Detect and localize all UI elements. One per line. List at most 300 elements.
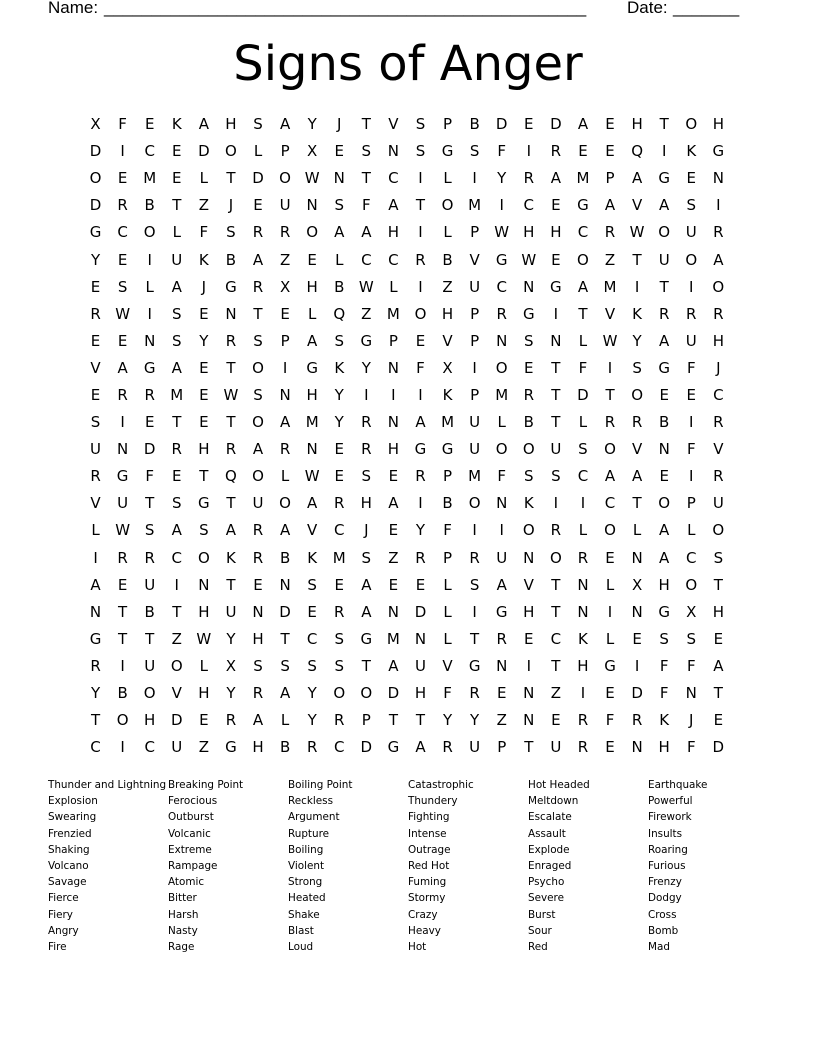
grid-letter: L	[578, 413, 588, 432]
grid-letter: E	[686, 385, 696, 404]
word-item: Harsh	[168, 908, 199, 921]
grid-row	[82, 138, 732, 165]
grid-letter: O	[495, 440, 508, 459]
grid-letter: A	[90, 575, 101, 594]
word-item: Rupture	[288, 827, 330, 840]
date-label: Date:	[627, 0, 668, 17]
grid-letter: C	[577, 223, 589, 242]
grid-letter: N	[306, 440, 318, 459]
grid-letter: R	[225, 711, 237, 730]
grid-letter: O	[306, 223, 319, 242]
grid-letter: A	[279, 413, 291, 432]
grid-letter: F	[686, 738, 696, 757]
grid-letter: A	[171, 277, 182, 296]
grid-letter: O	[143, 223, 156, 242]
grid-letter: A	[604, 196, 616, 215]
grid-letter: X	[686, 602, 697, 621]
grid-letter: R	[334, 494, 345, 513]
grid-letter: C	[361, 250, 372, 269]
grid-letter: U	[171, 738, 183, 757]
word-item: Outburst	[168, 811, 214, 824]
grid-letter: I	[147, 250, 152, 269]
word-item: Hot Headed	[528, 779, 590, 791]
grid-letter: F	[578, 358, 588, 377]
grid-letter: W	[304, 169, 320, 188]
grid-letter: I	[499, 521, 504, 540]
word-column	[48, 777, 168, 955]
word-item: Intense	[408, 827, 447, 840]
word-item: Boiling	[288, 843, 324, 856]
grid-letter: H	[658, 575, 670, 594]
grid-letter: B	[117, 684, 128, 703]
grid-letter: R	[550, 521, 562, 540]
grid-letter: S	[686, 629, 697, 648]
grid-letter: G	[306, 358, 318, 377]
grid-letter: S	[524, 331, 534, 350]
word-item: Powerful	[648, 795, 693, 808]
grid-letter: A	[252, 440, 264, 459]
grid-letter: O	[143, 684, 156, 703]
grid-letter: A	[388, 656, 399, 675]
grid-letter: Y	[199, 331, 209, 350]
grid-letter: T	[632, 250, 642, 269]
grid-letter: U	[469, 413, 481, 432]
word-item: Volcano	[48, 860, 89, 873]
grid-letter: N	[523, 711, 535, 730]
grid-letter: G	[360, 629, 373, 648]
grid-letter: T	[551, 602, 561, 621]
grid-letter: O	[604, 521, 616, 540]
word-column	[168, 777, 288, 955]
grid-letter: I	[120, 738, 125, 757]
grid-letter: R	[496, 629, 507, 648]
grid-row	[82, 572, 732, 599]
grid-letter: F	[145, 467, 155, 486]
grid-letter: R	[279, 440, 291, 459]
grid-letter: Q	[631, 142, 643, 161]
grid-letter: G	[577, 196, 589, 215]
word-item: Rampage	[168, 860, 218, 873]
grid-letter: S	[226, 223, 236, 242]
grid-letter: K	[523, 494, 534, 513]
grid-letter: X	[307, 142, 318, 161]
grid-letter: O	[252, 413, 264, 432]
grid-letter: C	[334, 521, 345, 540]
grid-letter: I	[634, 656, 640, 675]
grid-letter: O	[333, 684, 346, 703]
word-item: Heated	[288, 892, 326, 905]
grid-letter: T	[226, 413, 236, 432]
grid-letter: S	[307, 656, 317, 675]
grid-letter: N	[117, 440, 129, 459]
grid-letter: A	[631, 169, 643, 188]
grid-letter: V	[442, 331, 453, 350]
grid-letter: F	[497, 467, 507, 486]
grid-letter: I	[689, 277, 694, 296]
grid-letter: E	[199, 304, 209, 323]
grid-letter: A	[171, 358, 182, 377]
grid-letter: E	[334, 467, 344, 486]
grid-letter: Y	[470, 711, 480, 730]
grid-letter: B	[144, 602, 155, 621]
grid-letter: N	[631, 738, 643, 757]
grid-letter: H	[631, 115, 643, 134]
grid-letter: E	[605, 738, 615, 757]
grid-letter: I	[689, 413, 694, 432]
grid-letter: T	[551, 358, 561, 377]
grid-row	[82, 328, 732, 355]
word-column	[288, 777, 408, 955]
grid-letter: L	[497, 413, 506, 432]
grid-row	[82, 463, 732, 490]
grid-letter: A	[307, 331, 318, 350]
grid-letter: C	[306, 629, 318, 648]
grid-letter: G	[89, 629, 102, 648]
word-item: Frenzy	[648, 876, 682, 889]
grid-letter: V	[442, 656, 453, 675]
grid-letter: L	[172, 223, 181, 242]
word-item: Severe	[528, 892, 564, 905]
grid-letter: E	[172, 169, 182, 188]
grid-letter: Y	[442, 711, 453, 730]
grid-letter: V	[90, 358, 101, 377]
grid-letter: E	[117, 331, 128, 350]
grid-letter: N	[387, 358, 400, 377]
grid-row	[82, 246, 732, 273]
grid-letter: R	[90, 467, 101, 486]
word-item: Bomb	[648, 924, 679, 937]
grid-letter: B	[469, 115, 480, 134]
letter-grid	[82, 111, 732, 761]
grid-letter: G	[441, 440, 454, 459]
word-item: Loud	[288, 941, 314, 954]
grid-letter: O	[468, 494, 481, 513]
grid-letter: N	[577, 602, 589, 621]
grid-letter: L	[443, 602, 452, 621]
grid-letter: D	[143, 440, 156, 459]
word-item: Savage	[48, 876, 87, 889]
grid-letter: E	[199, 711, 209, 730]
grid-letter: W	[304, 467, 320, 486]
grid-letter: W	[223, 385, 239, 404]
grid-letter: I	[472, 169, 477, 188]
word-item: Red	[528, 941, 548, 954]
word-item: Roaring	[648, 843, 688, 856]
grid-letter: I	[499, 196, 504, 215]
word-item: Extreme	[168, 843, 212, 856]
word-bank	[48, 777, 788, 955]
grid-letter: G	[658, 358, 670, 377]
grid-letter: Z	[604, 250, 616, 269]
grid-letter: F	[199, 223, 209, 242]
grid-letter: F	[686, 656, 696, 675]
grid-letter: E	[551, 196, 561, 215]
grid-letter: I	[472, 602, 477, 621]
word-item: Strong	[288, 876, 323, 889]
grid-letter: H	[225, 115, 237, 134]
grid-letter: G	[225, 277, 237, 296]
grid-letter: I	[716, 196, 721, 215]
grid-letter: O	[279, 494, 291, 513]
grid-letter: F	[605, 711, 615, 730]
grid-letter: H	[306, 277, 318, 296]
word-item: Assault	[528, 827, 566, 840]
word-column	[528, 777, 648, 955]
grid-letter: F	[362, 196, 371, 215]
grid-letter: R	[686, 304, 697, 323]
grid-letter: E	[551, 250, 561, 269]
grid-letter: R	[252, 521, 264, 540]
grid-row	[82, 490, 732, 517]
grid-letter: D	[252, 169, 264, 188]
grid-letter: A	[279, 115, 291, 134]
word-item: Escalate	[528, 811, 572, 824]
grid-row	[82, 192, 732, 219]
grid-letter: B	[279, 738, 291, 757]
word-item: Fire	[48, 941, 67, 954]
grid-letter: C	[144, 738, 155, 757]
grid-letter: R	[415, 467, 426, 486]
grid-letter: H	[252, 629, 264, 648]
word-item: Boiling Point	[288, 779, 353, 791]
grid-letter: K	[307, 548, 318, 567]
grid-letter: I	[120, 413, 125, 432]
grid-letter: D	[712, 738, 725, 757]
grid-letter: A	[334, 223, 345, 242]
grid-letter: N	[279, 575, 291, 594]
grid-letter: C	[496, 277, 507, 296]
grid-letter: G	[550, 277, 562, 296]
grid-letter: I	[418, 223, 423, 242]
grid-letter: L	[443, 629, 452, 648]
grid-letter: A	[307, 494, 318, 513]
grid-letter: T	[172, 196, 182, 215]
word-column	[648, 777, 768, 955]
grid-letter: M	[603, 277, 617, 296]
grid-row	[82, 653, 732, 680]
grid-row	[82, 626, 732, 653]
grid-letter: A	[659, 331, 670, 350]
grid-letter: T	[361, 115, 371, 134]
grid-letter: S	[280, 656, 290, 675]
grid-letter: G	[468, 656, 481, 675]
grid-letter: B	[442, 250, 453, 269]
grid-letter: O	[522, 521, 535, 540]
grid-letter: E	[280, 304, 290, 323]
grid-letter: E	[144, 413, 155, 432]
grid-letter: L	[443, 223, 452, 242]
grid-letter: T	[605, 385, 615, 404]
grid-letter: L	[605, 575, 615, 594]
grid-letter: S	[659, 629, 669, 648]
grid-letter: G	[225, 738, 237, 757]
grid-row	[82, 436, 732, 463]
grid-letter: R	[604, 413, 616, 432]
grid-letter: S	[144, 521, 155, 540]
grid-letter: U	[550, 738, 562, 757]
grid-letter: I	[174, 575, 179, 594]
grid-letter: S	[415, 115, 426, 134]
grid-letter: Y	[307, 684, 317, 703]
grid-letter: G	[441, 142, 454, 161]
grid-letter: R	[469, 684, 480, 703]
grid-letter: C	[171, 548, 183, 567]
grid-letter: R	[496, 304, 507, 323]
grid-letter: H	[441, 304, 454, 323]
grid-letter: Y	[497, 169, 507, 188]
grid-letter: Y	[334, 413, 344, 432]
grid-letter: T	[524, 738, 534, 757]
grid-letter: L	[335, 250, 344, 269]
grid-letter: Y	[226, 684, 236, 703]
grid-letter: R	[144, 385, 155, 404]
grid-letter: O	[116, 711, 129, 730]
grid-letter: F	[659, 656, 669, 675]
grid-letter: G	[712, 142, 725, 161]
grid-letter: T	[551, 385, 561, 404]
grid-letter: K	[226, 548, 236, 567]
grid-letter: V	[307, 521, 318, 540]
grid-letter: E	[713, 629, 724, 648]
grid-letter: T	[226, 169, 236, 188]
grid-letter: E	[388, 575, 399, 594]
word-item: Shaking	[48, 843, 90, 856]
grid-letter: K	[632, 304, 643, 323]
grid-letter: L	[253, 142, 263, 161]
grid-letter: P	[280, 142, 290, 161]
grid-letter: C	[523, 196, 535, 215]
grid-row	[82, 382, 732, 409]
grid-letter: P	[470, 223, 480, 242]
grid-letter: R	[334, 711, 345, 730]
grid-letter: U	[469, 277, 481, 296]
grid-letter: E	[90, 331, 101, 350]
word-item: Cross	[648, 908, 677, 921]
grid-letter: I	[607, 602, 613, 621]
grid-letter: D	[170, 711, 183, 730]
grid-letter: E	[117, 250, 128, 269]
grid-letter: E	[605, 684, 615, 703]
grid-letter: N	[225, 304, 237, 323]
grid-letter: P	[470, 331, 480, 350]
grid-letter: F	[443, 521, 452, 540]
grid-letter: E	[686, 169, 696, 188]
grid-letter: E	[605, 548, 615, 567]
grid-letter: U	[414, 656, 426, 675]
grid-letter: E	[659, 385, 669, 404]
grid-letter: H	[523, 602, 535, 621]
grid-letter: R	[713, 413, 724, 432]
grid-letter: V	[469, 250, 480, 269]
grid-letter: O	[712, 277, 725, 296]
grid-letter: A	[198, 115, 209, 134]
grid-letter: S	[334, 629, 344, 648]
grid-letter: M	[170, 385, 184, 404]
grid-letter: Z	[550, 684, 561, 703]
grid-letter: S	[253, 385, 263, 404]
grid-letter: S	[253, 115, 263, 134]
grid-letter: E	[415, 575, 426, 594]
grid-letter: H	[198, 440, 210, 459]
grid-letter: N	[712, 169, 724, 188]
grid-letter: A	[659, 521, 670, 540]
grid-letter: N	[658, 440, 670, 459]
grid-letter: Y	[334, 385, 344, 404]
grid-letter: A	[117, 358, 128, 377]
grid-letter: N	[144, 331, 156, 350]
grid-letter: E	[90, 277, 101, 296]
grid-letter: A	[279, 684, 291, 703]
grid-letter: E	[334, 575, 344, 594]
word-item: Shake	[288, 908, 320, 921]
grid-letter: E	[253, 196, 263, 215]
grid-letter: I	[526, 142, 531, 161]
grid-letter: N	[414, 629, 427, 648]
grid-letter: O	[685, 250, 698, 269]
grid-letter: H	[360, 494, 372, 513]
grid-letter: A	[361, 223, 372, 242]
grid-letter: A	[225, 521, 237, 540]
grid-letter: I	[120, 656, 125, 675]
grid-letter: R	[144, 548, 155, 567]
grid-letter: O	[170, 656, 183, 675]
word-item: Mad	[648, 941, 670, 954]
grid-letter: E	[334, 440, 344, 459]
grid-letter: R	[252, 277, 264, 296]
grid-letter: R	[252, 223, 264, 242]
name-field-line: ___________________________________________________	[104, 0, 587, 17]
grid-letter: H	[198, 684, 210, 703]
grid-letter: L	[280, 467, 290, 486]
grid-letter: R	[631, 711, 643, 730]
grid-letter: S	[361, 548, 372, 567]
grid-letter: O	[631, 385, 643, 404]
word-item: Fighting	[408, 811, 450, 824]
grid-letter: R	[252, 548, 264, 567]
grid-row	[82, 111, 732, 138]
grid-letter: L	[280, 711, 290, 730]
grid-letter: S	[172, 331, 182, 350]
grid-letter: N	[306, 196, 318, 215]
grid-letter: J	[201, 277, 207, 296]
grid-letter: E	[388, 521, 399, 540]
grid-letter: K	[442, 385, 453, 404]
grid-letter: U	[171, 250, 183, 269]
grid-letter: J	[689, 711, 694, 730]
grid-letter: V	[631, 440, 643, 459]
grid-letter: A	[659, 196, 670, 215]
grid-letter: O	[252, 358, 264, 377]
grid-letter: O	[604, 440, 616, 459]
grid-letter: C	[388, 250, 399, 269]
grid-letter: T	[551, 575, 561, 594]
grid-letter: S	[415, 142, 426, 161]
grid-letter: F	[497, 142, 507, 161]
grid-letter: L	[578, 521, 588, 540]
grid-letter: K	[198, 250, 209, 269]
grid-letter: T	[415, 711, 426, 730]
word-item: Argument	[288, 811, 340, 824]
grid-letter: T	[659, 277, 669, 296]
grid-letter: D	[495, 115, 508, 134]
grid-letter: H	[252, 738, 264, 757]
word-item: Explosion	[48, 795, 98, 808]
grid-letter: E	[524, 115, 534, 134]
grid-letter: E	[307, 602, 317, 621]
grid-letter: U	[550, 440, 562, 459]
grid-letter: E	[551, 711, 561, 730]
grid-letter: I	[282, 358, 288, 377]
